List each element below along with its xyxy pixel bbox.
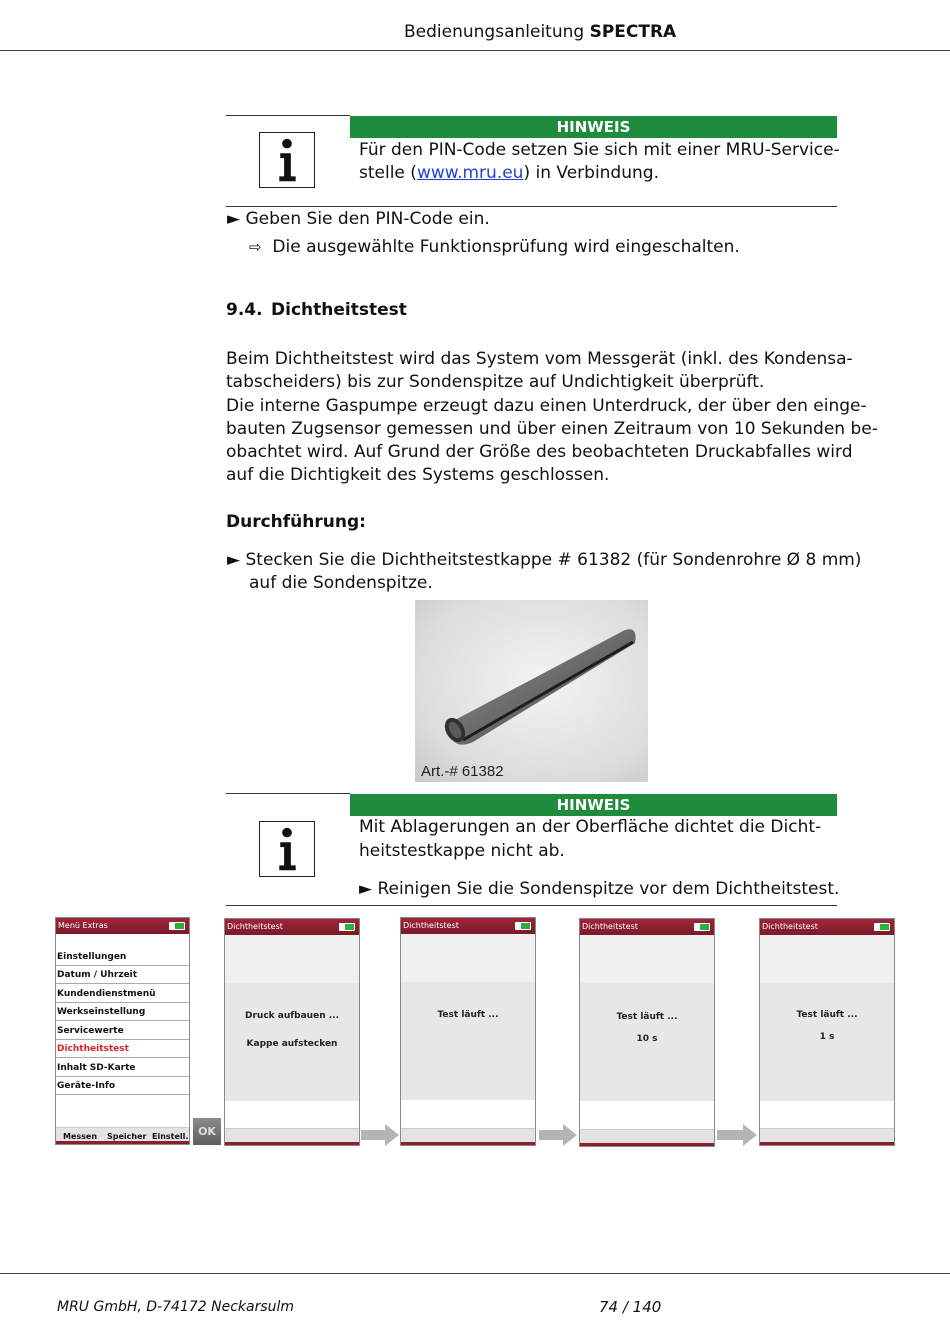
menu-item[interactable]: Werkseinstellung <box>56 1003 189 1021</box>
screen-title: Menü Extras <box>56 918 189 934</box>
note-divider <box>226 793 350 794</box>
arrow-right-icon <box>717 1124 757 1146</box>
step-cap-line1: ► Stecken Sie die Dichtheitstestkappe # 61382 (für Sondenrohre Ø 8 mm) <box>227 550 862 570</box>
note-label: HINWEIS <box>350 794 837 816</box>
status-text: Test läuft ... <box>437 1010 499 1020</box>
arrow-right-icon <box>361 1124 399 1146</box>
note-label: HINWEIS <box>350 116 837 138</box>
test-cap-illustration <box>415 600 648 782</box>
countdown-value: 10 s <box>636 1034 658 1044</box>
mru-link[interactable]: www.mru.eu <box>416 163 524 183</box>
result-pin: ⇨ Die ausgewählte Funktionsprüfung wird eingeschalten. <box>249 237 740 257</box>
procedure-heading: Durchführung: <box>226 512 366 532</box>
arrow-right-icon <box>539 1124 577 1146</box>
battery-icon <box>169 922 185 930</box>
device-screen-countdown-10 <box>579 918 715 1147</box>
device-screen-pressure <box>224 918 360 1146</box>
screen-title: Dichtheitstest <box>580 919 714 935</box>
step-cap-line2: auf die Sondenspitze. <box>249 573 433 593</box>
battery-icon <box>694 923 710 931</box>
screen-title: Dichtheitstest <box>760 919 894 935</box>
note2-step: ► Reinigen Sie die Sondenspitze vor dem Dichtheitstest. <box>359 879 840 899</box>
note-text-line1: Für den PIN-Code setzen Sie sich mit einer MRU-Service- <box>359 140 840 160</box>
note2-line1: Mit Ablagerungen an der Oberfläche dichtet die Dicht- <box>359 817 822 837</box>
body-line: auf die Dichtigkeit des Systems geschlossen. <box>226 465 610 485</box>
section-title: Dichtheitstest <box>271 300 407 320</box>
menu-item[interactable]: Kundendienstmenü <box>56 985 189 1003</box>
info-icon <box>259 821 315 877</box>
menu-item[interactable]: Datum / Uhrzeit <box>56 966 189 984</box>
footer-divider <box>0 1273 950 1274</box>
body-line: obachtet wird. Auf Grund der Größe des beobachteten Druckabfalles wird <box>226 442 853 462</box>
step-pin: ► Geben Sie den PIN-Code ein. <box>227 209 490 229</box>
screen-title: Dichtheitstest <box>401 918 535 934</box>
footer-company: MRU GmbH, D-74172 Neckarsulm <box>57 1299 295 1315</box>
body-line: Beim Dichtheitstest wird das System vom Messgerät (inkl. des Kondensa- <box>226 349 853 369</box>
battery-icon <box>874 923 890 931</box>
note-text-line2: stelle (www.mru.eu) in Verbindung. <box>359 163 659 183</box>
photo-label: Art.-# 61382 <box>421 763 504 780</box>
page-header <box>0 0 950 51</box>
softkey-einstell[interactable]: Einstell. <box>152 1132 189 1141</box>
info-icon <box>259 132 315 188</box>
section-number: 9.4. <box>226 300 263 320</box>
body-line: bauten Zugsensor gemessen und über einen Zeitraum von 10 Sekunden be- <box>226 419 878 439</box>
device-screen-test <box>400 917 536 1146</box>
note-bottom-line <box>226 905 837 906</box>
screen-title: Dichtheitstest <box>225 919 359 935</box>
status-text: Test läuft ... <box>616 1012 678 1022</box>
note-divider <box>226 115 350 116</box>
battery-icon <box>515 922 531 930</box>
device-screen-menu <box>55 917 190 1145</box>
menu-item[interactable]: Servicewerte <box>56 1022 189 1040</box>
status-text: Kappe aufstecken <box>246 1039 338 1049</box>
note2-line2: heitstestkappe nicht ab. <box>359 841 565 861</box>
softkey-speicher[interactable]: Speicher <box>107 1132 147 1141</box>
device-screen-countdown-1 <box>759 918 895 1146</box>
page-number: 74 / 140 <box>599 1298 662 1316</box>
status-text: Druck aufbauen ... <box>245 1011 339 1021</box>
menu-item-selected[interactable]: Dichtheitstest <box>56 1040 189 1058</box>
ok-button[interactable]: OK <box>193 1118 221 1145</box>
countdown-value: 1 s <box>819 1032 835 1042</box>
status-text: Test läuft ... <box>796 1010 858 1020</box>
body-line: tabscheiders) bis zur Sondenspitze auf Undichtigkeit überprüft. <box>226 372 765 392</box>
softkey-messen[interactable]: Messen <box>63 1132 98 1141</box>
battery-icon <box>339 923 355 931</box>
menu-item[interactable]: Inhalt SD-Karte <box>56 1059 189 1077</box>
menu-item[interactable]: Einstellungen <box>56 948 189 966</box>
menu-item[interactable]: Geräte-Info <box>56 1077 189 1095</box>
product-photo <box>415 600 648 782</box>
note-bottom-line <box>226 206 837 207</box>
header-title: Bedienungsanleitung SPECTRA <box>404 22 677 42</box>
body-line: Die interne Gaspumpe erzeugt dazu einen Unterdruck, der über den einge- <box>226 396 867 416</box>
